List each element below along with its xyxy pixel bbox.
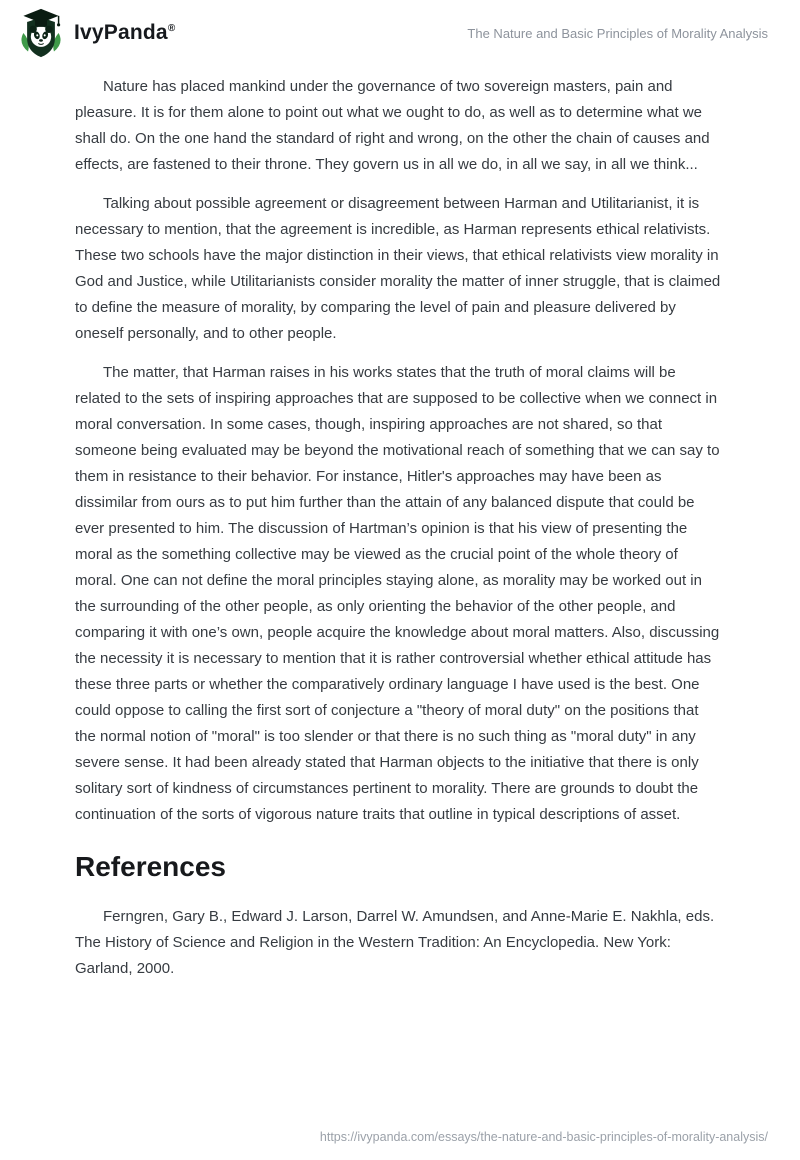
registered-trademark-symbol: ® [167, 23, 176, 34]
essay-paragraph-2: Talking about possible agreement or disagreement between Harman and Utilitarianist, it is necessary to mention, that the agreement is incredible, as Harman represents ethical relativists. These two schools have the major distinction in their views, that ethical relativists view morality in God and Justice, while Utilitarianists consider morality the matter of inner struggle, that is claimed to define the measure of morality, by comparing the level of pain and pleasure delivered by oneself personally, and to other people. [75, 195, 721, 342]
page-title: The Nature and Basic Principles of Morality Analysis [467, 25, 768, 41]
references-heading: References [75, 851, 226, 882]
brand-name [74, 21, 175, 45]
source-url: https://ivypanda.com/essays/the-nature-and-basic-principles-of-morality-analysis/ [319, 1130, 768, 1144]
ivypanda-logo-icon [18, 8, 64, 58]
header [0, 0, 800, 64]
essay-content [0, 64, 800, 982]
essay-paragraph-1: Nature has placed mankind under the governance of two sovereign masters, pain and pleasure. It is for them alone to point out what we ought to do, as well as to determine what we shall do. On the one hand the standard of right and wrong, on the other the chain of causes and effects, are fastened to their throne. They govern us in all we do, in all we say, in all we think... [75, 78, 710, 173]
footer [320, 1128, 768, 1146]
essay-paragraph-3: The matter, that Harman raises in his works states that the truth of moral claims will be related to the sets of inspiring approaches that are supposed to be collective when we connect in moral conversation. In some cases, though, inspiring approaches are not shared, so that someone being evaluated may be beyond the motivational reach of something that we can say to them in resistance to their behavior. For instance, Hitler's approaches may have been as dissimilar from ours as to put him further than the attain of any balanced dispute that could be ever presented to him. The discussion of Hartman’s opinion is that his view of presenting the moral as the something collective may be viewed as the crucial point of the whole theory of moral. One can not define the moral principles staying alone, as morality may be worked out in the surrounding of the other people, as only orienting the behavior of the other people, and comparing it with one’s own, people acquire the knowledge about moral matters. Also, discussing the necessity it is necessary to mention that it is rather controversial whether ethical attitude has these three parts or whether the comparatively ordinary language I have used is the best. One could oppose to calling the first sort of conjecture a "theory of moral duty" on the positions that the normal notion of "moral" is too slender or that there is no such thing as "moral duty" in any severe sense. It had been already stated that Harman objects to the initiative that there is only solitary sort of kindness of circumstances pertinent to morality. There are grounds to doubt the continuation of the sorts of vigorous nature traits that outline in typical descriptions of asset. [75, 364, 720, 823]
brand[interactable] [18, 8, 175, 58]
brand-wordmark: IvyPanda [74, 21, 168, 44]
reference-entry: Ferngren, Gary B., Edward J. Larson, Darrel W. Amundsen, and Anne-Marie E. Nakhla, eds. The History of Science and Religion in the Western Tradition: An Encyclopedia. New York: Garland, 2000. [75, 907, 715, 977]
